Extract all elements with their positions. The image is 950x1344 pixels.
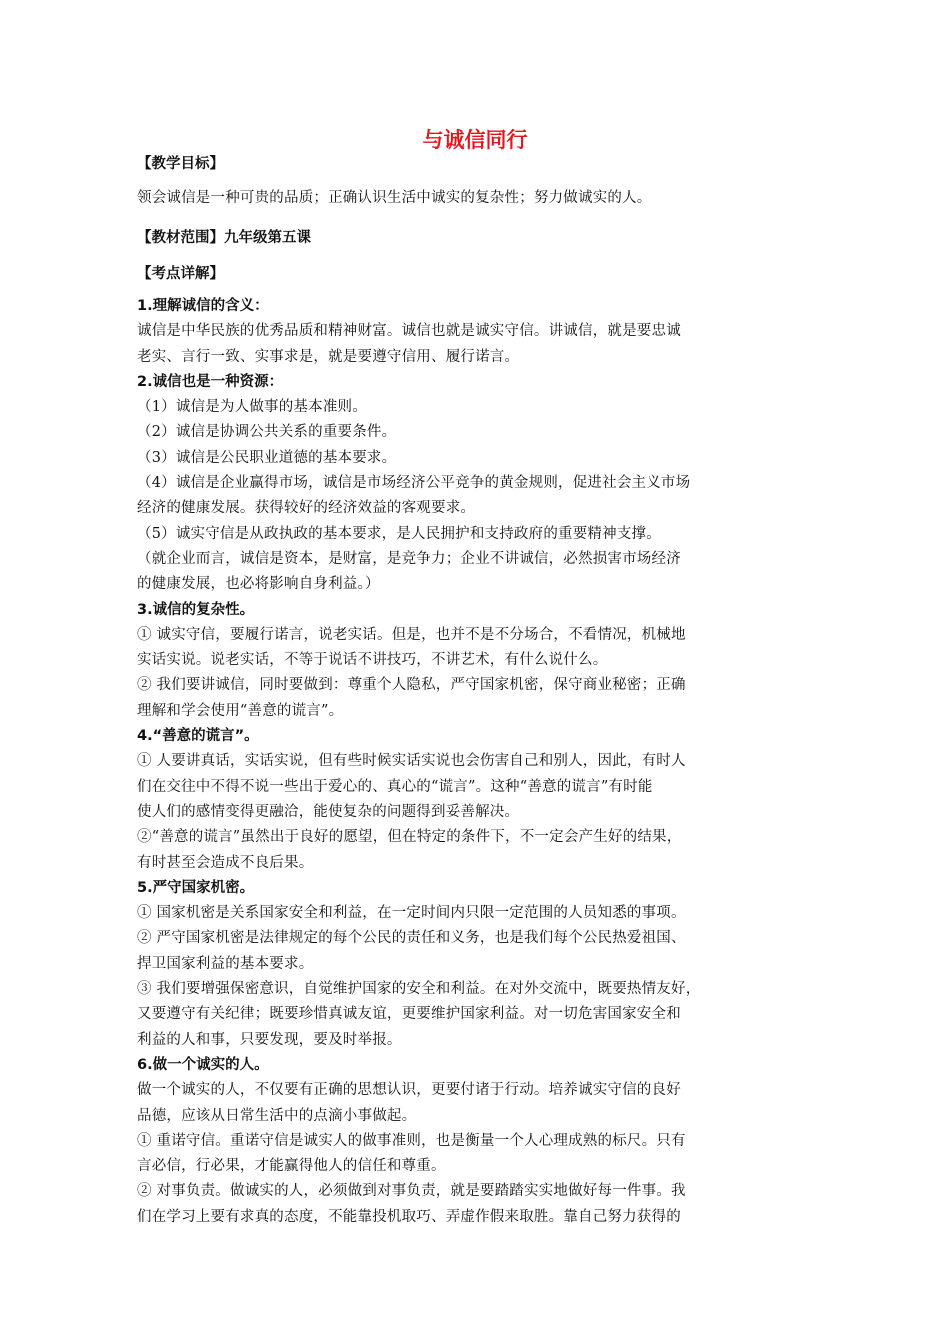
body-line: （4）诚信是企业赢得市场，诚信是市场经济公平竞争的黄金规则，促进社会主义市场 <box>137 475 691 492</box>
body-line: （就企业而言，诚信是资本，是财富，是竞争力；企业不讲诚信，必然损害市场经济 <box>137 550 681 567</box>
body-line: 言必信，行必果，才能赢得他人的信任和尊重。 <box>137 1158 446 1175</box>
point-heading: 6.做一个诚实的人。 <box>137 1056 269 1073</box>
body-line: （3）诚信是公民职业道德的基本要求。 <box>137 449 397 466</box>
body-line: 诚信是中华民族的优秀品质和精神财富。诚信也就是诚实守信。讲诚信，就是要忠诚 <box>137 323 681 340</box>
point-heading: 2.诚信也是一种资源： <box>137 373 284 390</box>
body-line: 又要遵守有关纪律；既要珍惜真诚友谊，更要维护国家利益。对一切危害国家安全和 <box>137 1006 681 1023</box>
body-line: （5）诚实守信是从政执政的基本要求，是人民拥护和支持政府的重要精神支撑。 <box>137 525 661 542</box>
body-line: 老实、言行一致、实事求是，就是要遵守信用、履行诺言。 <box>137 348 520 365</box>
body-line: （1）诚信是为人做事的基本准则。 <box>137 399 367 416</box>
body-line: 做一个诚实的人，不仅要有正确的思想认识，更要付诸于行动。培养诚实守信的良好 <box>137 1082 681 1099</box>
point-heading: 5.严守国家机密。 <box>137 879 255 896</box>
body-line: ① 国家机密是关系国家安全和利益，在一定时间内只限一定范围的人员知悉的事项。 <box>137 905 686 922</box>
body-line: 有时甚至会造成不良后果。 <box>137 854 314 871</box>
points-heading: 【考点详解】 <box>137 266 224 282</box>
body-line: ① 重诺守信。重诺守信是诚实人的做事准则，也是衡量一个人心理成熟的标尺。只有 <box>137 1132 686 1149</box>
document-title: 与诚信同行 <box>422 128 528 152</box>
body-line: 利益的人和事，只要发现，要及时举报。 <box>137 1031 402 1048</box>
goal-heading: 【教学目标】 <box>137 156 224 172</box>
body-line: 们在交往中不得不说一些出于爱心的、真心的“谎言”。这种“善意的谎言”有时能 <box>137 778 653 795</box>
body-line: ① 诚实守信，要履行诺言，说老实话。但是，也并不是不分场合，不看情况，机械地 <box>137 626 686 643</box>
body-line: 捍卫国家利益的基本要求。 <box>137 955 314 972</box>
body-line: （2）诚信是协调公共关系的重要条件。 <box>137 424 397 441</box>
body-line: 的健康发展，也必将影响自身利益。） <box>137 576 380 593</box>
body-line: ② 我们要讲诚信，同时要做到：尊重个人隐私，严守国家机密，保守商业秘密；正确 <box>137 677 686 694</box>
section-goal <box>137 152 827 173</box>
body-line: 实话实说。说老实话，不等于说话不讲技巧，不讲艺术，有什么说什么。 <box>137 652 608 669</box>
point-heading: 1.理解诚信的含义： <box>137 298 269 314</box>
body-line: ③ 我们要增强保密意识，自觉维护国家的安全和利益。在对外交流中，既要热情友好， <box>137 981 701 998</box>
section-range <box>137 226 827 247</box>
body-line: 们在学习上要有求真的态度，不能靠投机取巧、弄虚作假来取胜。靠自己努力获得的 <box>137 1208 681 1225</box>
goal-text-block <box>137 186 827 211</box>
body-line: ② 对事负责。做诚实的人，必须做到对事负责，就是要踏踏实实地做好每一件事。我 <box>137 1183 686 1200</box>
body-line: 使人们的感情变得更融洽，能使复杂的问题得到妥善解决。 <box>137 803 520 820</box>
point-heading: 3.诚信的复杂性。 <box>137 601 255 618</box>
body-line: ② 严守国家机密是法律规定的每个公民的责任和义务，也是我们每个公民热爱祖国、 <box>137 930 686 947</box>
points-body <box>137 294 827 1230</box>
body-line: 理解和学会使用“善意的谎言”。 <box>137 702 344 719</box>
range-heading: 【教材范围】九年级第五课 <box>137 230 311 246</box>
body-line: ① 人要讲真话，实话实说，但有些时候实话实说也会伤害自己和别人，因此，有时人 <box>137 753 686 770</box>
section-points <box>137 262 827 283</box>
body-line: 品德，应该从日常生活中的点滴小事做起。 <box>137 1107 417 1124</box>
goal-text: 领会诚信是一种可贵的品质；正确认识生活中诚实的复杂性；努力做诚实的人。 <box>137 190 652 206</box>
body-line: ②“善意的谎言”虽然出于良好的愿望，但在特定的条件下，不一定会产生好的结果， <box>137 829 682 846</box>
body-line: 经济的健康发展。获得较好的经济效益的客观要求。 <box>137 500 476 517</box>
point-heading: 4.“善意的谎言”。 <box>137 728 259 745</box>
